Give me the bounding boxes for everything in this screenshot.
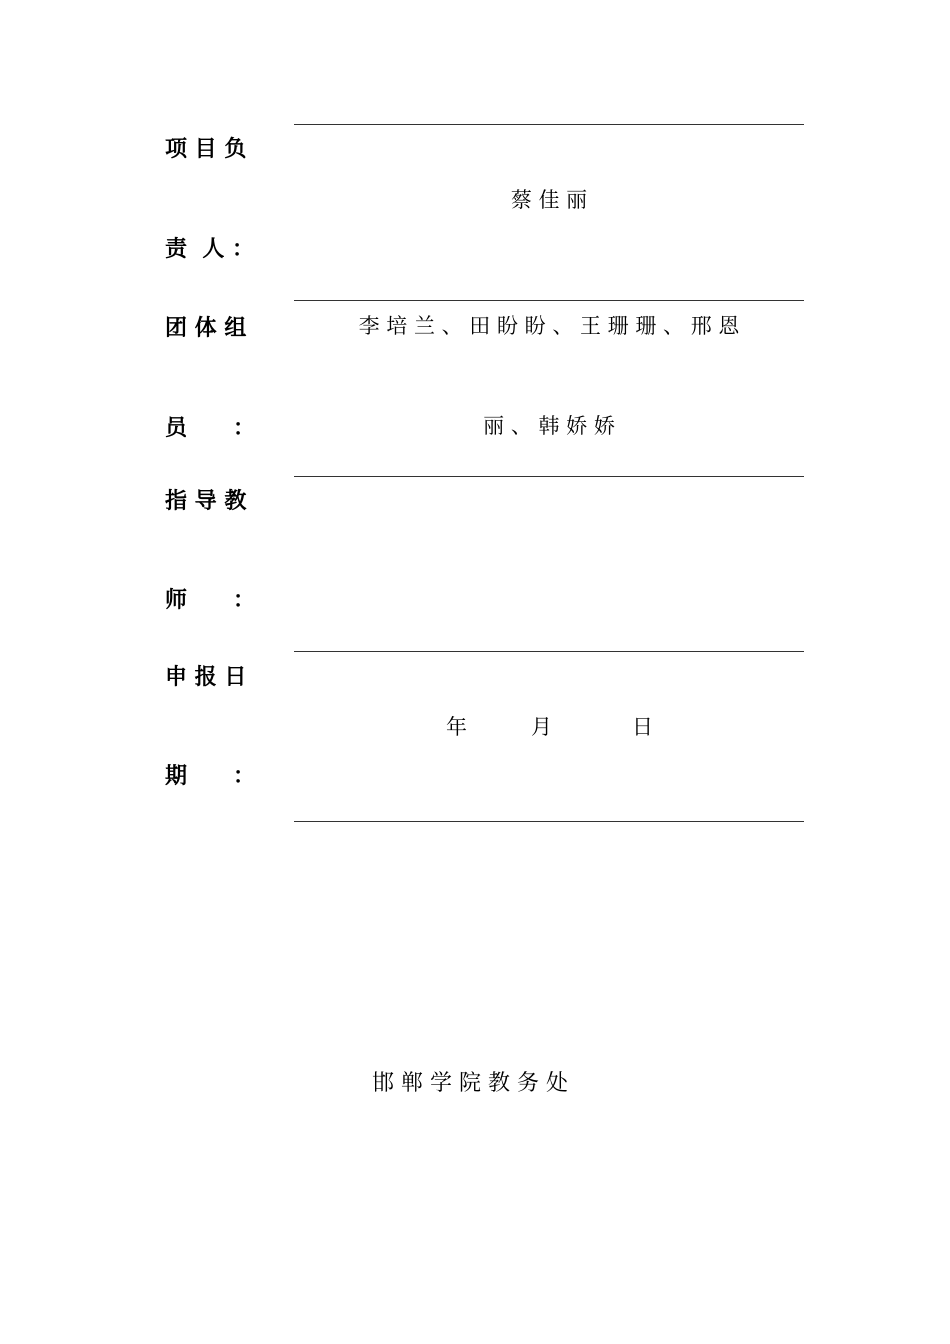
advisor-label-line1: 指 导 教 (165, 489, 247, 514)
date-year-label: 年 (446, 715, 467, 739)
members-value-line1[interactable]: 李 培 兰 、 田 盼 盼 、 王 珊 珊 、 邢 恩 (358, 314, 740, 338)
advisor-label-line2: 师 ： (165, 588, 255, 613)
members-label-line1: 团 体 组 (165, 316, 247, 341)
leader-label-line1: 项 目 负 (165, 137, 247, 162)
date-label-line1: 申 报 日 (165, 665, 247, 690)
date-label-line2: 期 ： (165, 764, 255, 789)
date-top-rule (294, 651, 804, 652)
members-value-line2[interactable]: 丽 、 韩 娇 娇 (483, 414, 615, 438)
members-top-rule (294, 300, 804, 301)
date-bottom-rule (294, 821, 804, 822)
date-month-label: 月 (531, 715, 552, 739)
members-label-line2: 员 ： (165, 416, 255, 441)
issuer-name: 邯 郸 学 院 教 务 处 (372, 1071, 568, 1096)
leader-value[interactable]: 蔡 佳 丽 (510, 188, 588, 212)
advisor-top-rule (294, 476, 804, 477)
leader-top-rule (294, 124, 804, 125)
date-day-label: 日 (632, 715, 653, 739)
leader-label-line2: 责 人 ： (165, 237, 254, 262)
